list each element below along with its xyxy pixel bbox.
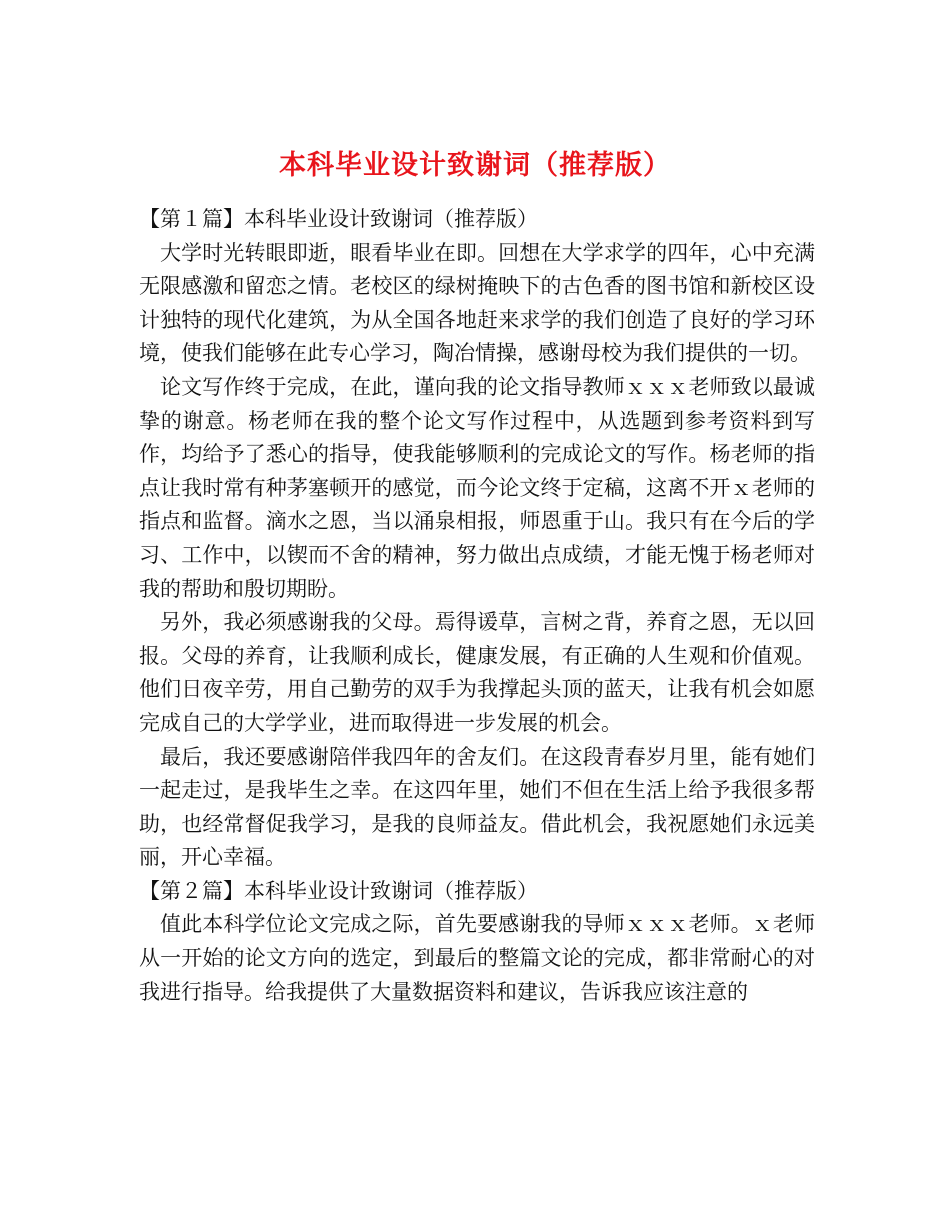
section-heading: 【第１篇】本科毕业设计致谢词（推荐版）: [139, 207, 538, 231]
paragraph: 论文写作终于完成，在此，谨向我的论文指导教师ｘｘｘ老师致以最诚挚的谢意。杨老师在我的整个论文写作过程中，从选题到参考资料到写作，均给予了悉心的指导，使我能够顺利的完成论文的写作。杨老师的指点让我时常有种茅塞顿开的感觉，而今论文终于定稿，这离不开ｘ老师的指点和监督。滴水之恩，当以涌泉相报，师恩重于山。我只有在今后的学习、工作中，以锲而不舍的精神，努力做出点成绩，才能无愧于杨老师对我的帮助和殷切期盼。: [139, 374, 815, 601]
section-2: [139, 875, 815, 1009]
section-heading: 【第２篇】本科毕业设计致谢词（推荐版）: [139, 878, 538, 903]
page-title: 本科毕业设计致谢词（推荐版）: [279, 150, 671, 182]
document-body: [139, 203, 815, 1009]
paragraph: 值此本科学位论文完成之际，首先要感谢我的导师ｘｘｘ老师。ｘ老师从一开始的论文方向的选定，到最后的整篇文论的完成，都非常耐心的对我进行指导。给我提供了大量数据资料和建议，告诉我应该注意的: [139, 912, 815, 1004]
paragraph: 另外，我必须感谢我的父母。焉得谖草，言树之背，养育之恩，无以回报。父母的养育，让我顺利成长，健康发展，有正确的人生观和价值观。他们日夜辛劳，用自己勤劳的双手为我撑起头顶的蓝天，让我有机会如愿完成自己的大学学业，进而取得进一步发展的机会。: [139, 610, 815, 735]
paragraph: 大学时光转眼即逝，眼看毕业在即。回想在大学求学的四年，心中充满无限感激和留恋之情。老校区的绿树掩映下的古色香的图书馆和新校区设计独特的现代化建筑，为从全国各地赶来求学的我们创造了良好的学习环境，使我们能够在此专心学习，陶冶情操，感谢母校为我们提供的一切。: [139, 240, 815, 366]
paragraph: 最后，我还要感谢陪伴我四年的舍友们。在这段青春岁月里，能有她们一起走过，是我毕生之幸。在这四年里，她们不但在生活上给予我很多帮助，也经常督促我学习，是我的良师益友。借此机会，我祝愿她们永远美丽，开心幸福。: [139, 744, 815, 870]
section-1: [139, 203, 815, 875]
